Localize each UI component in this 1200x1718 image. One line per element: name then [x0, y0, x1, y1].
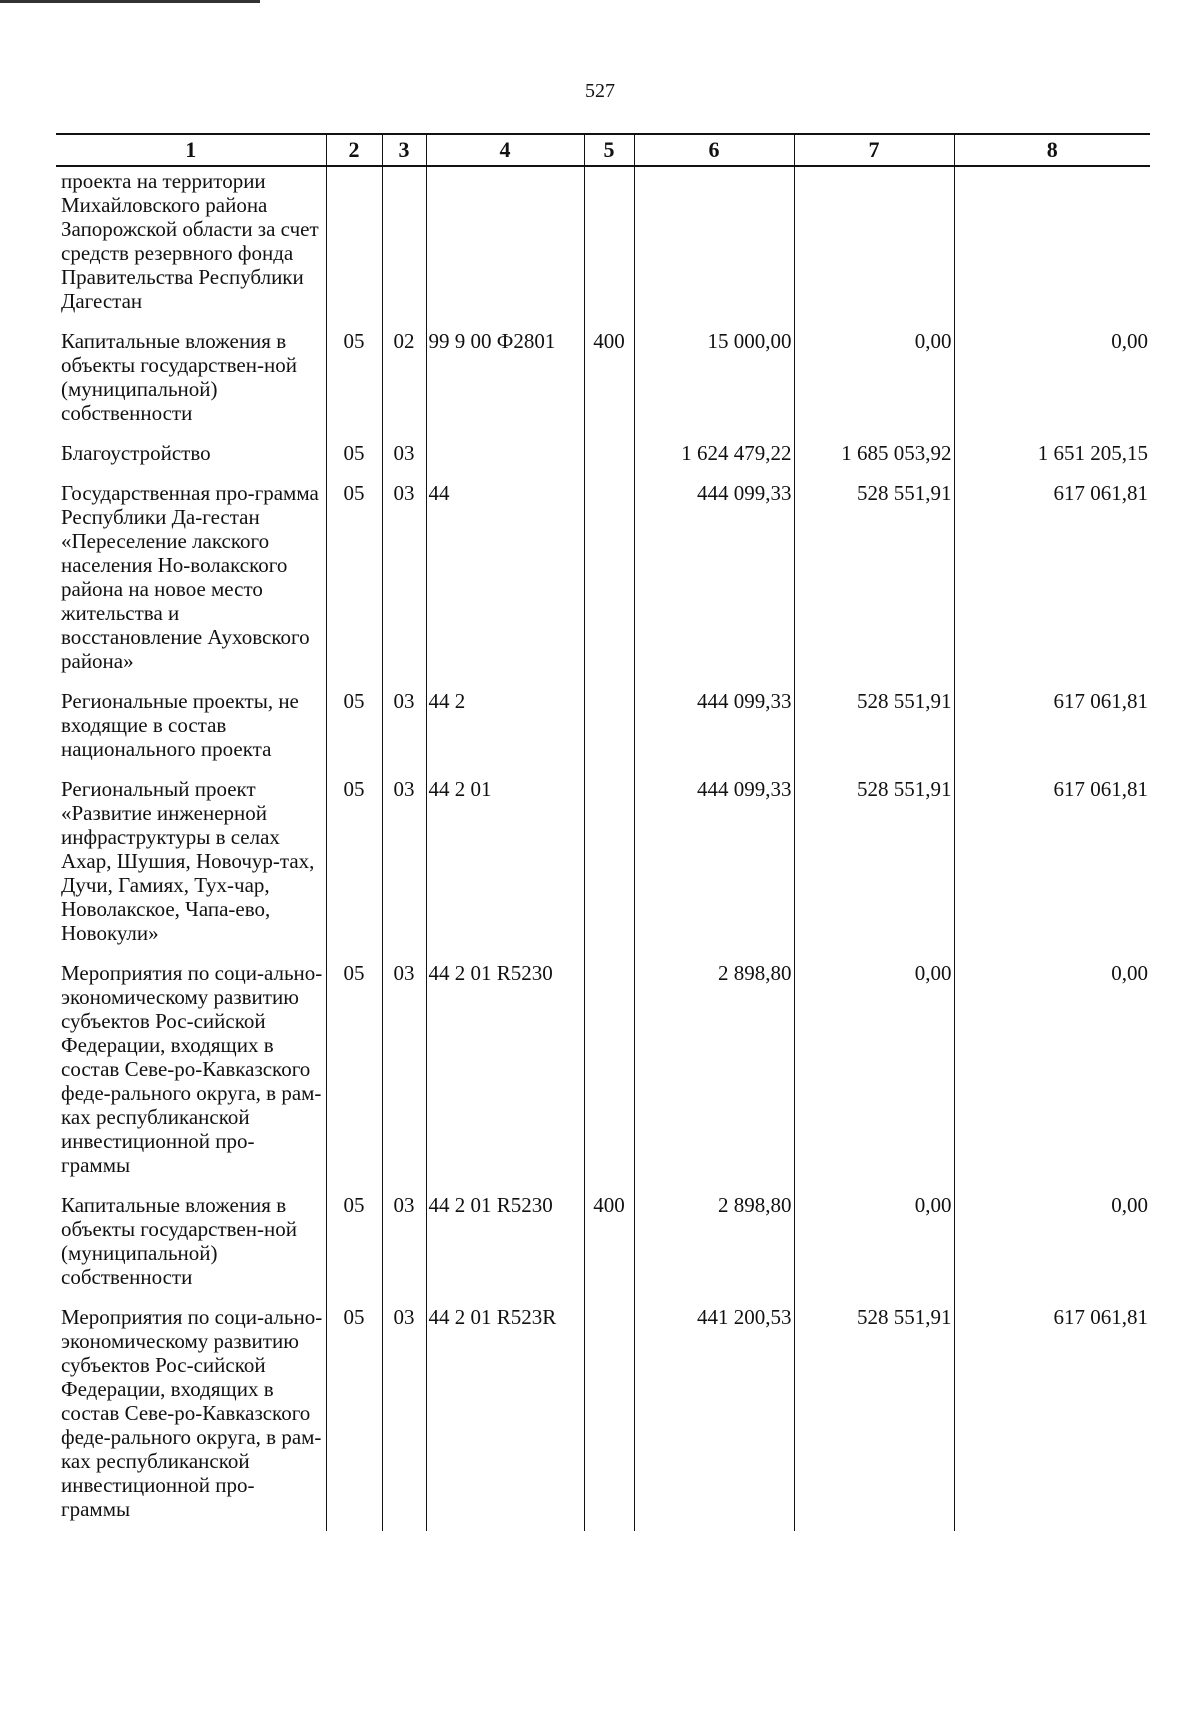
row-name: Государственная про-грамма Республики Да-гестан «Переселение лакского населения Но-волакского района на новое место жительства и восстановление Ауховского района» [61, 481, 319, 673]
row-target-code: 44 2 [426, 689, 584, 777]
row-subsection: 03 [382, 689, 426, 777]
row-name: Региональный проект «Развитие инженерной инфраструктуры в селах Ахар, Шушия, Новочур-тах, Дучи, Гамиях, Тух-чар, Новолакское, Чапа-ево, Новокули» [61, 777, 315, 945]
row-expense-type: 400 [584, 1193, 634, 1305]
row-expense-type [584, 777, 634, 961]
row-amount-col7: 528 551,91 [794, 777, 954, 961]
row-section: 05 [326, 777, 382, 961]
row-amount-col8: 1 651 205,15 [954, 441, 1150, 481]
row-amount-col8: 0,00 [954, 961, 1150, 1193]
row-amount-col6: 2 898,80 [634, 961, 794, 1193]
column-header-7: 7 [794, 134, 954, 166]
scan-edge-mark [0, 0, 260, 3]
row-name: Капитальные вложения в объекты государствен-ной (муниципальной) собственности [61, 329, 297, 425]
row-target-code: 44 2 01 R5230 [426, 961, 584, 1193]
row-amount-col6 [634, 166, 794, 329]
row-target-code: 99 9 00 Ф2801 [426, 329, 584, 441]
budget-table [56, 133, 1150, 1531]
row-name: Благоустройство [61, 441, 211, 465]
row-name: Капитальные вложения в объекты государствен-ной (муниципальной) собственности [61, 1193, 297, 1289]
row-amount-col7 [794, 166, 954, 329]
row-amount-col8: 0,00 [954, 329, 1150, 441]
column-header-3: 3 [382, 134, 426, 166]
table-row [56, 1305, 1150, 1531]
row-amount-col8: 0,00 [954, 1193, 1150, 1305]
table-row [56, 481, 1150, 689]
row-subsection: 03 [382, 1193, 426, 1305]
row-target-code: 44 2 01 R5230 [426, 1193, 584, 1305]
row-expense-type [584, 166, 634, 329]
row-amount-col7: 1 685 053,92 [794, 441, 954, 481]
column-header-6: 6 [634, 134, 794, 166]
column-header-5: 5 [584, 134, 634, 166]
row-amount-col6: 15 000,00 [634, 329, 794, 441]
row-subsection [382, 166, 426, 329]
table-row [56, 1193, 1150, 1305]
row-amount-col6: 1 624 479,22 [634, 441, 794, 481]
header-row [56, 134, 1150, 166]
row-amount-col7: 528 551,91 [794, 689, 954, 777]
row-amount-col6: 441 200,53 [634, 1305, 794, 1531]
table-body [56, 166, 1150, 1531]
row-amount-col7: 528 551,91 [794, 1305, 954, 1531]
row-amount-col6: 2 898,80 [634, 1193, 794, 1305]
table-row [56, 441, 1150, 481]
row-amount-col6: 444 099,33 [634, 777, 794, 961]
page-number: 527 [585, 80, 615, 102]
row-target-code: 44 2 01 [426, 777, 584, 961]
row-target-code [426, 166, 584, 329]
row-amount-col8 [954, 166, 1150, 329]
row-name: Региональные проекты, не входящие в состав национального проекта [61, 689, 299, 761]
row-expense-type [584, 961, 634, 1193]
row-subsection: 03 [382, 481, 426, 689]
table-row [56, 166, 1150, 329]
row-section: 05 [326, 961, 382, 1193]
row-expense-type [584, 481, 634, 689]
column-header-1: 1 [56, 134, 326, 166]
row-amount-col8: 617 061,81 [954, 1305, 1150, 1531]
row-expense-type: 400 [584, 329, 634, 441]
budget-table-container [56, 133, 1150, 1531]
row-amount-col6: 444 099,33 [634, 481, 794, 689]
row-amount-col8: 617 061,81 [954, 481, 1150, 689]
row-subsection: 03 [382, 961, 426, 1193]
row-amount-col8: 617 061,81 [954, 777, 1150, 961]
table-row [56, 777, 1150, 961]
row-section: 05 [326, 441, 382, 481]
row-expense-type [584, 1305, 634, 1531]
row-section: 05 [326, 329, 382, 441]
row-amount-col7: 0,00 [794, 1193, 954, 1305]
row-amount-col7: 0,00 [794, 961, 954, 1193]
row-section: 05 [326, 1305, 382, 1531]
row-target-code: 44 [426, 481, 584, 689]
table-row [56, 329, 1150, 441]
row-section: 05 [326, 1193, 382, 1305]
row-target-code: 44 2 01 R523R [426, 1305, 584, 1531]
row-subsection: 03 [382, 1305, 426, 1531]
row-name: Мероприятия по соци-ально-экономическому развитию субъектов Рос-сийской Федерации, входящих в состав Севе-ро-Кавказского феде-рального округа, в рам-ках республиканской инвестиционной про-граммы [61, 1305, 323, 1521]
row-amount-col8: 617 061,81 [954, 689, 1150, 777]
row-section: 05 [326, 689, 382, 777]
row-expense-type [584, 441, 634, 481]
row-name: проекта на территории Михайловского района Запорожской области за счет средств резервного фонда Правительства Республики Дагестан [61, 169, 319, 313]
row-section: 05 [326, 481, 382, 689]
row-subsection: 03 [382, 441, 426, 481]
row-subsection: 02 [382, 329, 426, 441]
table-header [56, 134, 1150, 166]
row-amount-col6: 444 099,33 [634, 689, 794, 777]
table-row [56, 689, 1150, 777]
row-expense-type [584, 689, 634, 777]
row-target-code [426, 441, 584, 481]
column-header-8: 8 [954, 134, 1150, 166]
row-amount-col7: 528 551,91 [794, 481, 954, 689]
row-amount-col7: 0,00 [794, 329, 954, 441]
column-header-4: 4 [426, 134, 584, 166]
row-subsection: 03 [382, 777, 426, 961]
row-section [326, 166, 382, 329]
row-name: Мероприятия по соци-ально-экономическому развитию субъектов Рос-сийской Федерации, входящих в состав Севе-ро-Кавказского феде-рального округа, в рам-ках республиканской инвестиционной про-граммы [61, 961, 323, 1177]
column-header-2: 2 [326, 134, 382, 166]
table-row [56, 961, 1150, 1193]
